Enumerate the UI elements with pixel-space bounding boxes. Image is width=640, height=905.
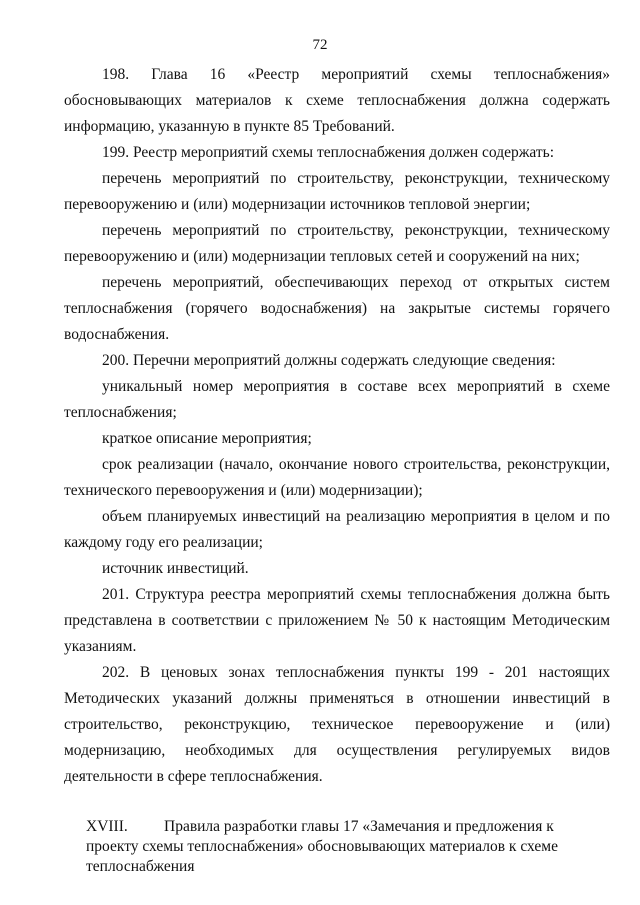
page-number: 72 [312, 37, 328, 53]
paragraph-198: 198. Глава 16 «Реестр мероприятий схемы теплоснабжения» обосновывающих материалов к схеме теплоснабжения должна содержать информацию, указанную в пункте 85 Требований. [64, 66, 610, 135]
list-item-short-description: краткое описание мероприятия; [102, 430, 312, 447]
section-heading [86, 817, 606, 877]
list-item-implementation-period: срок реализации (начало, окончание нового строительства, реконструкции, технического перевооружения и (или) модернизации); [64, 456, 610, 499]
list-item-closed-systems: перечень мероприятий, обеспечивающих переход от открытых систем теплоснабжения (горячего водоснабжения) на закрытые системы горячего водоснабжения. [64, 274, 610, 343]
paragraph-200: 200. Перечни мероприятий должны содержать следующие сведения: [102, 352, 556, 369]
paragraph-202: 202. В ценовых зонах теплоснабжения пункты 199 - 201 настоящих Методических указаний должны применяться в отношении инвестиций в строительство, реконструкцию, техническое перевооружение и (или) модернизацию, необходимых для осуществления регулируемых видов деятельности в сфере теплоснабжения. [64, 664, 610, 785]
list-item-investment-source: источник инвестиций. [102, 560, 249, 577]
document-body [64, 62, 610, 790]
section-number: XVIII. [86, 818, 128, 835]
paragraph-201: 201. Структура реестра мероприятий схемы теплоснабжения должна быть представлена в соответствии с приложением № 50 к настоящим Методическим указаниям. [64, 586, 610, 655]
paragraph-199: 199. Реестр мероприятий схемы теплоснабжения должен содержать: [102, 144, 555, 161]
list-item-heat-networks: перечень мероприятий по строительству, реконструкции, техническому перевооружению и (или) модернизации тепловых сетей и сооружений на них; [64, 222, 610, 265]
list-item-heat-sources: перечень мероприятий по строительству, реконструкции, техническому перевооружению и (или) модернизации источников тепловой энергии; [64, 170, 610, 213]
section-title: Правила разработки главы 17 «Замечания и предложения к проекту схемы теплоснабжения» обосновывающих материалов к схеме теплоснабжения [86, 818, 558, 875]
list-item-unique-number: уникальный номер мероприятия в составе всех мероприятий в схеме теплоснабжения; [64, 378, 610, 421]
list-item-investment-volume: объем планируемых инвестиций на реализацию мероприятия в целом и по каждому году его реализации; [64, 508, 610, 551]
